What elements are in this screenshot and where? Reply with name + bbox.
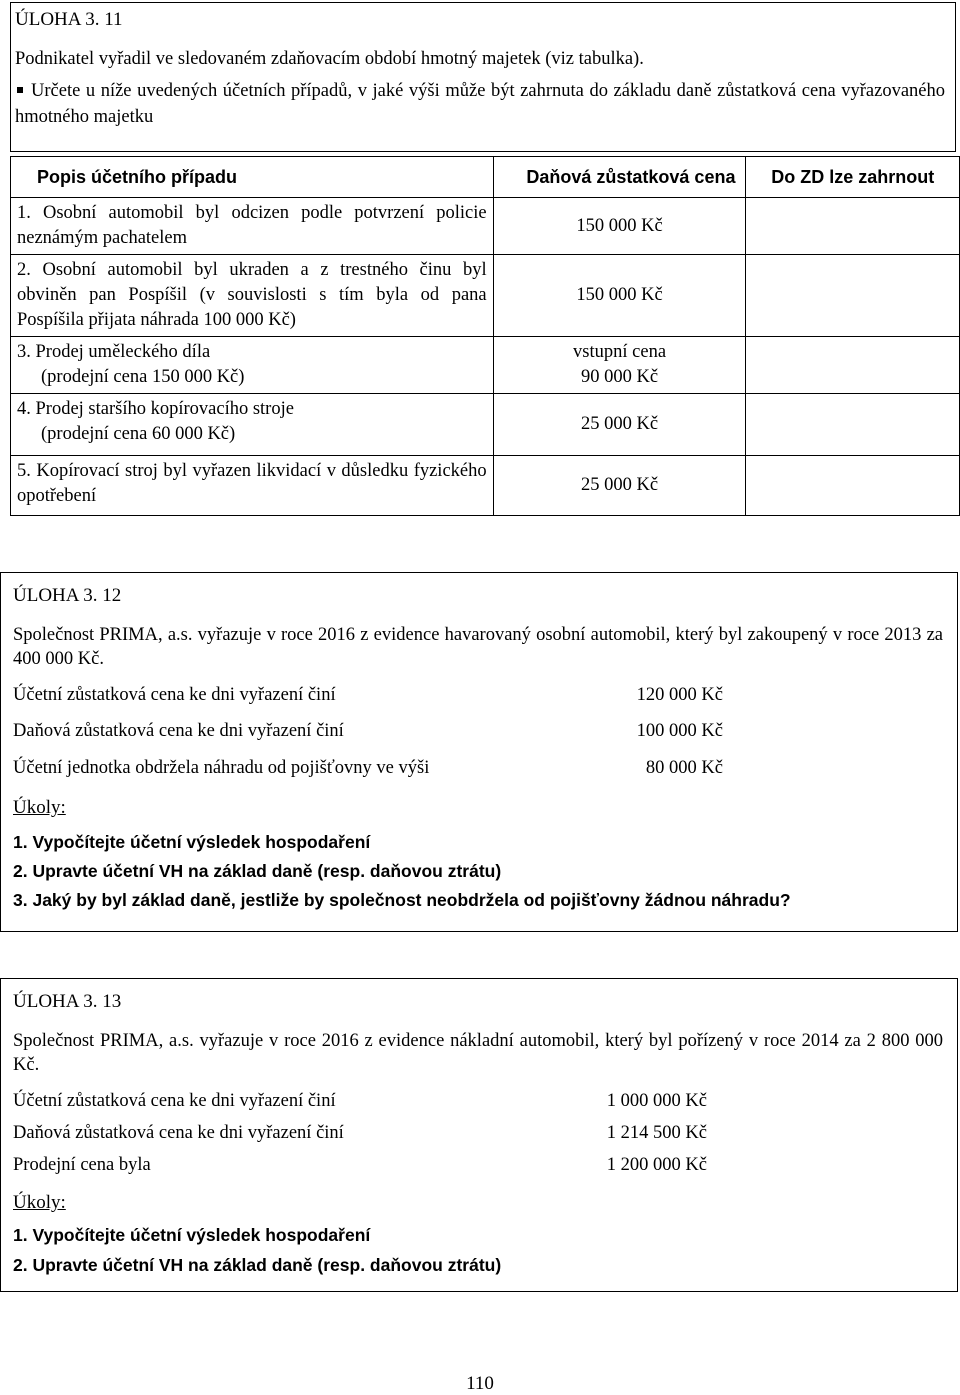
table-header-row <box>11 157 960 198</box>
task-312-title: ÚLOHA 3. 12 <box>13 585 122 606</box>
task-312-intro: Společnost PRIMA, a.s. vyřazuje v roce 2016 z evidence havarovaný osobní automobil, který byl zakoupený v roce 2013 za 400 000 Kč. <box>13 625 943 669</box>
case-description: 2. Osobní automobil byl ukraden a z trestného činu byl obviněn pan Pospíšil (v souvislosti s tím byla od pana Pospíšila přijata náhrada 100 000 Kč) <box>17 260 487 330</box>
item-label: Daňová zůstatková cena ke dni vyřazení činí <box>13 721 344 741</box>
item-value: 100 000 Kč <box>636 721 723 741</box>
table-row <box>11 456 960 516</box>
task-311-title: ÚLOHA 3. 11 <box>15 9 123 30</box>
header-tax-value: Daňová zůstatková cena <box>493 157 746 198</box>
case-include <box>746 337 960 394</box>
ukol-item: 1. Vypočítejte účetní výsledek hospodaření <box>13 1225 371 1245</box>
case-description-line: 4. Prodej staršího kopírovacího stroje <box>17 399 294 419</box>
item-value: 1 000 000 Kč <box>606 1091 707 1111</box>
case-include <box>746 394 960 456</box>
task-311-box <box>10 2 956 152</box>
case-include <box>746 198 960 255</box>
case-tax-value: 25 000 Kč <box>493 456 746 516</box>
table-row <box>11 255 960 337</box>
case-tax-value: 150 000 Kč <box>493 255 746 337</box>
task-313-title: ÚLOHA 3. 13 <box>13 991 122 1012</box>
task-313-box <box>0 978 958 1292</box>
ukol-item: 1. Vypočítejte účetní výsledek hospodaření <box>13 832 371 852</box>
case-description-line: (prodejní cena 60 000 Kč) <box>41 424 236 444</box>
ukol-item: 3. Jaký by byl základ daně, jestliže by společnost neobdržela od pojišťovny žádnou náhradu? <box>13 890 791 910</box>
table-row <box>11 394 960 456</box>
item-label: Účetní jednotka obdržela náhradu od pojišťovny ve výši <box>13 758 430 778</box>
item-label: Prodejní cena byla <box>13 1155 151 1175</box>
item-value: 1 214 500 Kč <box>606 1123 707 1143</box>
case-tax-value-line: 90 000 Kč <box>581 367 659 387</box>
case-description: 1. Osobní automobil byl odcizen podle potvrzení policie neznámým pachatelem <box>17 203 487 248</box>
ukoly-heading: Úkoly: <box>13 1192 66 1213</box>
task-312-box <box>0 572 958 932</box>
item-value: 1 200 000 Kč <box>606 1155 707 1175</box>
page-number: 110 <box>466 1373 494 1394</box>
case-tax-value-line: vstupní cena <box>573 342 667 362</box>
item-label: Účetní zůstatková cena ke dni vyřazení činí <box>13 1091 336 1111</box>
item-value: 80 000 Kč <box>645 758 723 778</box>
item-label: Daňová zůstatková cena ke dni vyřazení činí <box>13 1123 344 1143</box>
case-tax-value: 150 000 Kč <box>493 198 746 255</box>
table-row <box>11 198 960 255</box>
header-include: Do ZD lze zahrnout <box>746 157 960 198</box>
task-311-instruction <box>15 78 945 130</box>
case-description-line: 3. Prodej uměleckého díla <box>17 342 211 362</box>
item-label: Účetní zůstatková cena ke dni vyřazení činí <box>13 685 336 705</box>
case-description-line: (prodejní cena 150 000 Kč) <box>41 367 245 387</box>
case-include <box>746 456 960 516</box>
ukol-item: 2. Upravte účetní VH na základ daně (resp. daňovou ztrátu) <box>13 861 502 881</box>
item-value: 120 000 Kč <box>636 685 723 705</box>
task-311-intro: Podnikatel vyřadil ve sledovaném zdaňovacím období hmotný majetek (viz tabulka). <box>15 49 644 69</box>
bullet-icon <box>17 87 23 93</box>
case-tax-value: 25 000 Kč <box>493 394 746 456</box>
case-include <box>746 255 960 337</box>
ukoly-heading: Úkoly: <box>13 797 66 818</box>
case-description: 5. Kopírovací stroj byl vyřazen likvidací v důsledku fyzického opotřebení <box>17 461 487 506</box>
task-311-instruction-text: Určete u níže uvedených účetních případů, v jaké výši může být zahrnuta do základu daně zůstatková cena vyřazovaného hmotného majetku <box>15 81 945 127</box>
header-description: Popis účetního případu <box>11 157 494 198</box>
ukol-item: 2. Upravte účetní VH na základ daně (resp. daňovou ztrátu) <box>13 1255 502 1275</box>
table-row <box>11 337 960 394</box>
cases-table <box>10 156 960 516</box>
task-313-intro: Společnost PRIMA, a.s. vyřazuje v roce 2016 z evidence nákladní automobil, který byl pořízený v roce 2014 za 2 800 000 Kč. <box>13 1031 943 1075</box>
